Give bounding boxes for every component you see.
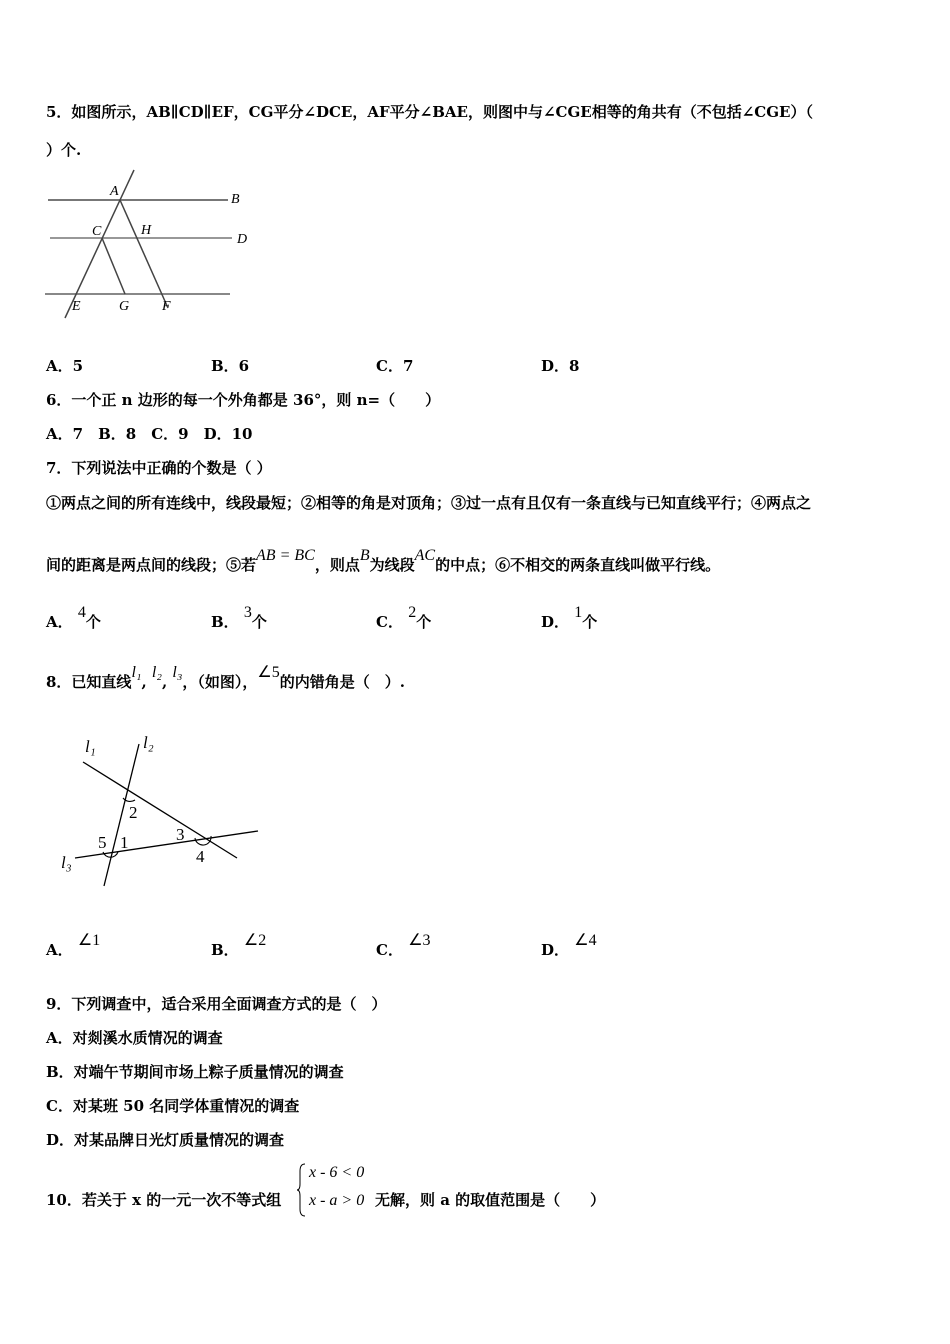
q9-option-d[interactable]: D．对某品牌日光灯质量情况的调查	[46, 1131, 285, 1149]
q7-statement-line1: ①两点之间的所有连线中，线段最短；②相等的角是对顶角；③过一点有且仅有一条直线与已知直线平行；④两点之	[46, 494, 812, 512]
q9-option-b[interactable]: B．对端午节期间市场上粽子质量情况的调查	[46, 1063, 344, 1081]
q5-label-h: H	[141, 223, 152, 238]
q7-statement-line2	[46, 547, 721, 576]
q5-label-e: E	[72, 299, 81, 314]
q8-label-angle4: 4	[196, 847, 205, 866]
q7-text-a: 间的距离是两点间的线段；⑤若	[46, 556, 257, 574]
q8-math-l1: l₁	[131, 664, 142, 681]
q7-math-ac: AC	[414, 547, 436, 564]
q5-option-d[interactable]: D．8	[541, 357, 580, 375]
q7-option-a[interactable]: A． 4个	[46, 604, 101, 631]
q7-text-d: 的中点；⑥不相交的两条直线叫做平行线。	[435, 556, 721, 574]
q8-option-a[interactable]: A． ∠1	[46, 932, 101, 959]
q9-stem: 9．下列调查中，适合采用全面调查方式的是（ ）	[46, 995, 387, 1013]
q8-math-l2: l₂	[151, 664, 162, 681]
q5-label-d: D	[237, 232, 248, 247]
q7-option-c[interactable]: C． 2个	[376, 604, 432, 631]
q8-text-b: ，（如图），	[182, 673, 258, 691]
q5-label-f: F	[162, 299, 171, 314]
q8-label-l2: l₂	[143, 733, 154, 752]
q8-label-angle2: 2	[129, 803, 138, 822]
q8-text-a: 8．已知直线	[46, 673, 132, 691]
q5-label-c: C	[92, 224, 102, 239]
q8-math-l3: l₃	[172, 664, 183, 681]
q8-label-l1: l₁	[85, 737, 96, 756]
q10-brace	[297, 1163, 307, 1217]
q10-stem-a: 10．若关于 x 的一元一次不等式组	[46, 1191, 282, 1209]
q7-math-ab-eq-bc: AB = BC	[256, 547, 315, 564]
q8-label-angle5: 5	[98, 833, 107, 852]
q9-option-a[interactable]: A．对剡溪水质情况的调查	[46, 1029, 223, 1047]
q7-text-c: 为线段	[369, 556, 415, 574]
q5-option-a[interactable]: A．5	[46, 357, 84, 375]
q10-inequality-2: x - a > 0	[309, 1192, 365, 1209]
q5-stem-line1: 5．如图所示，AB∥CD∥EF，CG平分∠DCE，AF平分∠BAE，则图中与∠CGE相等的角共有（不包括∠CGE）（	[46, 103, 813, 121]
q7-option-d[interactable]: D． 1个	[541, 604, 598, 631]
q7-text-b: ，则点	[314, 556, 360, 574]
q9-option-c[interactable]: C．对某班 50 名同学体重情况的调查	[46, 1097, 300, 1115]
q8-label-l3: l₃	[61, 853, 72, 872]
q8-figure	[55, 728, 270, 888]
q5-option-c[interactable]: C．7	[376, 357, 414, 375]
q5-label-g: G	[119, 299, 130, 314]
q5-stem-line2: ）个.	[46, 141, 82, 159]
q8-stem: 8．已知直线l₁, l₂, l₃，（如图），∠5的内错角是（ ）.	[46, 664, 405, 691]
q6-stem: 6．一个正 n 边形的每一个外角都是 36°，则 n=（ ）	[46, 391, 441, 409]
q5-option-b[interactable]: B．6	[211, 357, 250, 375]
q8-option-d[interactable]: D． ∠4	[541, 932, 597, 959]
q10-stem-b: 无解，则 a 的取值范围是（ ）	[375, 1191, 606, 1209]
q8-label-angle1: 1	[120, 833, 129, 852]
q8-option-c[interactable]: C． ∠3	[376, 932, 431, 959]
q10-inequality-1: x - 6 < 0	[309, 1164, 365, 1181]
q6-options[interactable]: A．7 B．8 C．9 D．10	[46, 425, 253, 443]
q8-text-c: 的内错角是（ ）.	[279, 673, 405, 691]
q5-label-a: A	[110, 184, 119, 199]
q8-label-angle3: 3	[176, 825, 185, 844]
q5-figure	[40, 170, 265, 320]
q7-stem: 7．下列说法中正确的个数是（ ）	[46, 459, 272, 477]
q8-option-b[interactable]: B． ∠2	[211, 932, 267, 959]
q5-label-b: B	[231, 192, 240, 207]
q7-option-b[interactable]: B． 3个	[211, 604, 267, 631]
q7-math-b: B	[359, 547, 370, 564]
q8-math-angle5: ∠5	[257, 664, 280, 681]
